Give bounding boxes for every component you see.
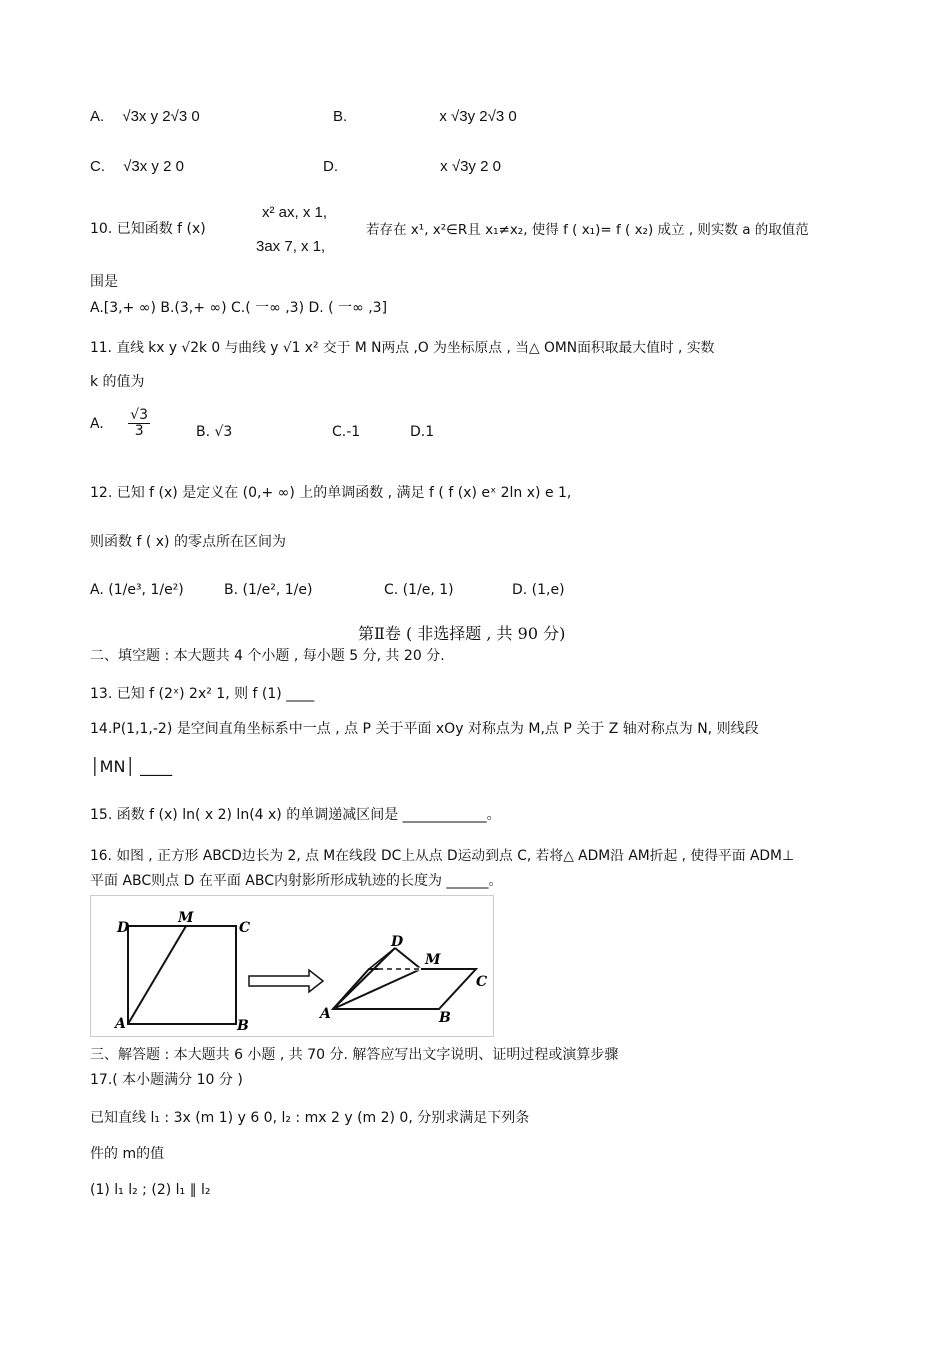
q17-line2: 件的 m的值 [90, 1146, 165, 1162]
folded-dm [395, 948, 421, 969]
q16-line1: 16. 如图 , 正方形 ABCD边长为 2, 点 M在线段 DC上从点 D运动到点 C, 若将△ ADM沿 AM折起 , 使得平面 ADM⊥ [90, 848, 794, 864]
label-m2: M [425, 952, 441, 968]
q12-option-c: C. (1/e, 1) [384, 582, 454, 598]
square-abcd [128, 926, 236, 1024]
q11-option-a-fraction [128, 408, 150, 440]
label-a: A [115, 1016, 126, 1032]
q15-text: 15. 函数 f (x) ln( x 2) ln(4 x) 的单调递减区间是 ____________。 [90, 807, 501, 823]
folded-ad [333, 948, 395, 1009]
q9-option-b-label: B. [333, 108, 348, 125]
label-m: M [178, 910, 194, 926]
fill-section-heading: 二、填空题 : 本大题共 4 个小题 , 每小题 5 分, 共 20 分. [90, 648, 445, 664]
q17-title: 17.( 本小题满分 10 分 ) [90, 1072, 243, 1088]
fold-arrow-icon [249, 970, 323, 992]
q9-option-a-label: A. [90, 108, 105, 125]
q12-option-a: A. (1/e³, 1/e²) [90, 582, 184, 598]
segment-am [128, 926, 186, 1024]
q9-option-c [90, 158, 184, 175]
q12-line1: 12. 已知 f (x) 是定义在 (0,+ ∞) 上的单调函数 , 满足 f ( f (x) eˣ 2ln x) e 1, [90, 485, 572, 501]
q16-line2: 平面 ABC则点 D 在平面 ABC内射影所形成轨迹的长度为 ______。 [90, 873, 503, 889]
label-b: B [237, 1018, 249, 1034]
q11-option-a-den: 3 [134, 423, 144, 440]
q16-figure [90, 895, 494, 1037]
q11-option-c: C.-1 [332, 424, 361, 440]
label-c2: C [476, 974, 488, 990]
q12-option-d: D. (1,e) [512, 582, 565, 598]
q14-line1: 14.P(1,1,-2) 是空间直角坐标系中一点 , 点 P 关于平面 xOy 对称点为 M,点 P 关于 Z 轴对称点为 N, 则线段 [90, 721, 759, 737]
label-d2: D [391, 934, 404, 950]
q11-option-b: B. √3 [196, 424, 233, 440]
label-c: C [239, 920, 251, 936]
q11-options [90, 408, 150, 440]
q9-option-d-label: D. [323, 158, 338, 175]
q9-option-b-expr: x √3y 2√3 0 [439, 108, 517, 125]
q9-option-d-expr: x √3y 2 0 [440, 158, 501, 175]
q11-option-a-num: √3 [130, 407, 149, 423]
q10-prefix: 10. 已知函数 f (x) [90, 221, 206, 237]
q9-option-a [90, 108, 200, 125]
q12-option-b: B. (1/e², 1/e) [224, 582, 313, 598]
q9-option-c-label: C. [90, 158, 105, 175]
part2-title: 第Ⅱ卷 ( 非选择题 , 共 90 分) [358, 624, 566, 643]
q10-case2: 3ax 7, x 1, [256, 238, 326, 255]
q17-line1: 已知直线 l₁ : 3x (m 1) y 6 0, l₂ : mx 2 y (m 2) 0, 分别求满足下列条 [90, 1110, 530, 1126]
q13-text: 13. 已知 f (2ˣ) 2x² 1, 则 f (1) ____ [90, 686, 315, 702]
folded-edge [369, 948, 395, 969]
q11-option-d: D.1 [410, 424, 435, 440]
label-d: D [117, 920, 130, 936]
q10-suffix: 若存在 x¹, x²∈R且 x₁≠x₂, 使得 f ( x₁)= f ( x₂) 成立 , 则实数 a 的取值范 [366, 222, 809, 238]
q11-option-a-label: A. [90, 415, 104, 432]
q12-line2: 则函数 f ( x) 的零点所在区间为 [90, 534, 286, 550]
q17-line3: (1) l₁ l₂ ; (2) l₁ ∥ l₂ [90, 1182, 211, 1198]
q9-option-a-expr: √3x y 2√3 0 [122, 108, 200, 125]
q11-line2: k 的值为 [90, 374, 145, 390]
q10-options: A.[3,+ ∞) B.(3,+ ∞) C.( 一∞ ,3) D. ( 一∞ ,3] [90, 300, 388, 316]
label-b2: B [439, 1010, 451, 1026]
q9-option-b [333, 108, 517, 125]
q14-line2: │MN│ ____ [90, 757, 173, 776]
q16-figure-svg [91, 896, 493, 1036]
q9-option-c-expr: √3x y 2 0 [123, 158, 184, 175]
folded-am [333, 969, 421, 1009]
q11-line1: 11. 直线 kx y √2k 0 与曲线 y √1 x² 交于 M N两点 ,O 为坐标原点 , 当△ OMN面积取最大值时 , 实数 [90, 340, 715, 356]
q9-option-d [323, 158, 501, 175]
answer-section-heading: 三、解答题 : 本大题共 6 小题 , 共 70 分. 解答应写出文字说明、证明过程或演算步骤 [90, 1047, 619, 1063]
q10-case1: x² ax, x 1, [262, 204, 328, 221]
label-a2: A [320, 1006, 331, 1022]
q10-line2: 围是 [90, 274, 118, 290]
